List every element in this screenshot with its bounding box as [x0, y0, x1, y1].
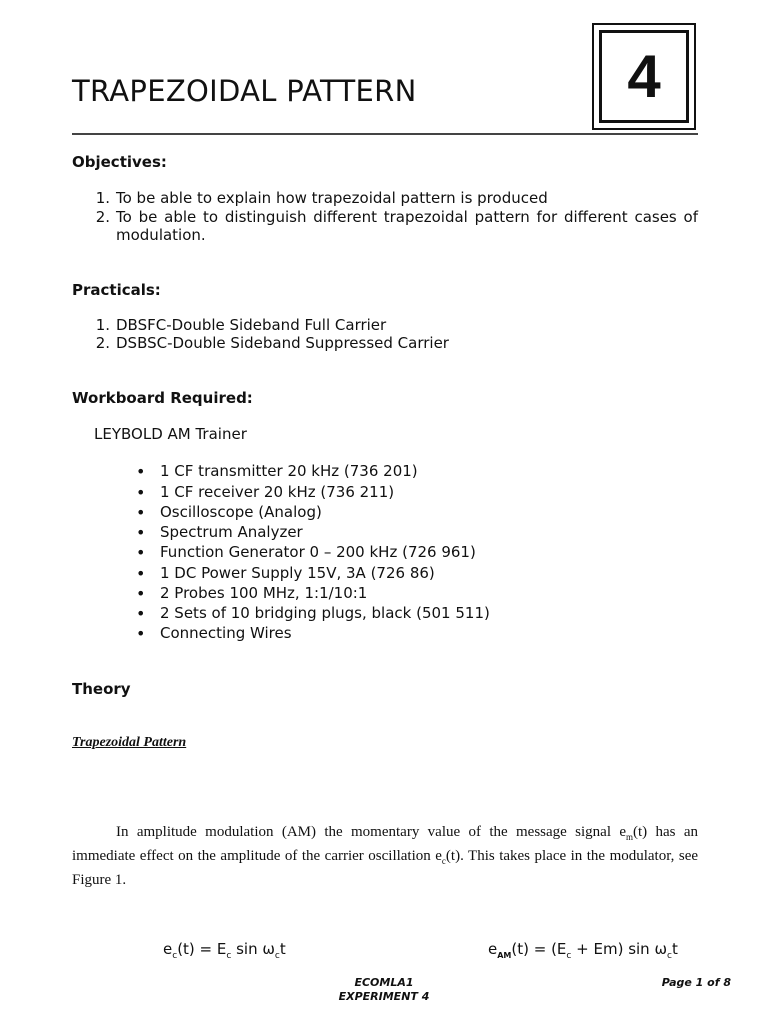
paragraph-line: Figure 1.: [72, 872, 127, 888]
paragraph-line: In amplitude modulation (AM) the momentary value of the message signal $e_m(t)$ has an: [116, 824, 698, 842]
workboard-item: Oscilloscope (Analog): [160, 503, 322, 521]
trainer-name: LEYBOLD AM Trainer: [94, 425, 247, 443]
workboard-list: [0, 462, 768, 647]
bullet-icon: •: [136, 624, 146, 643]
workboard-item: Spectrum Analyzer: [160, 523, 303, 541]
practical-item: DBSFC-Double Sideband Full Carrier: [116, 316, 387, 334]
workboard-item: Connecting Wires: [160, 624, 292, 642]
bullet-icon: •: [136, 543, 146, 562]
chapter-number-box: [592, 23, 696, 130]
objectives-heading: Objectives:: [72, 153, 167, 171]
list-number: 1.: [95, 316, 110, 334]
bullet-icon: •: [136, 604, 146, 623]
theory-subheading: Trapezoidal Pattern: [72, 735, 187, 750]
bullet-icon: •: [136, 564, 146, 583]
equation-am: $e_{AM}(t) = (E_c + Em)$ $\sin \omega_ct$: [488, 940, 678, 961]
objective-item: To be able to distinguish different trapezoidal pattern for different cases of: [116, 208, 698, 226]
list-number: 1.: [95, 189, 110, 207]
chapter-number: 4: [599, 30, 689, 123]
objectives-list: [72, 189, 698, 249]
workboard-heading: Workboard Required:: [72, 389, 253, 407]
theory-heading: Theory: [72, 680, 131, 698]
list-number: 2.: [95, 334, 110, 352]
practical-item: DSBSC-Double Sideband Suppressed Carrier: [116, 334, 449, 352]
footer-page-number: Page 1 of 8: [661, 976, 731, 989]
title-rule: [72, 133, 698, 135]
list-number: 2.: [95, 208, 110, 226]
workboard-item: 2 Sets of 10 bridging plugs, black (501 511): [160, 604, 490, 622]
theory-paragraph: [72, 823, 699, 888]
equation-carrier: $e_c(t) = E_c$ $\sin \omega_ct$: [163, 940, 286, 961]
practicals-heading: Practicals:: [72, 281, 161, 299]
practicals-list: [72, 316, 698, 356]
workboard-item: Function Generator 0 – 200 kHz (726 961): [160, 543, 476, 561]
bullet-icon: •: [136, 584, 146, 603]
workboard-item: 1 DC Power Supply 15V, 3A (726 86): [160, 564, 435, 582]
objective-item-continued: modulation.: [116, 226, 206, 244]
bullet-icon: •: [136, 503, 146, 522]
workboard-item: 2 Probes 100 MHz, 1:1/10:1: [160, 584, 368, 602]
footer-course-block: [284, 976, 484, 1004]
bullet-icon: •: [136, 462, 146, 481]
bullet-icon: •: [136, 523, 146, 542]
paragraph-line: immediate effect on the amplitude of the carrier oscillation $e_c(t)$. This takes place in the modulator, see: [72, 848, 699, 866]
workboard-item: 1 CF receiver 20 kHz (736 211): [160, 483, 395, 501]
page-title: TRAPEZOIDAL PATTERN: [72, 74, 417, 108]
footer-experiment: EXPERIMENT 4: [338, 990, 430, 1003]
bullet-icon: •: [136, 483, 146, 502]
workboard-item: 1 CF transmitter 20 kHz (736 201): [160, 462, 418, 480]
objective-item: To be able to explain how trapezoidal pattern is produced: [116, 189, 548, 207]
footer-course: ECOMLA1: [354, 976, 414, 989]
